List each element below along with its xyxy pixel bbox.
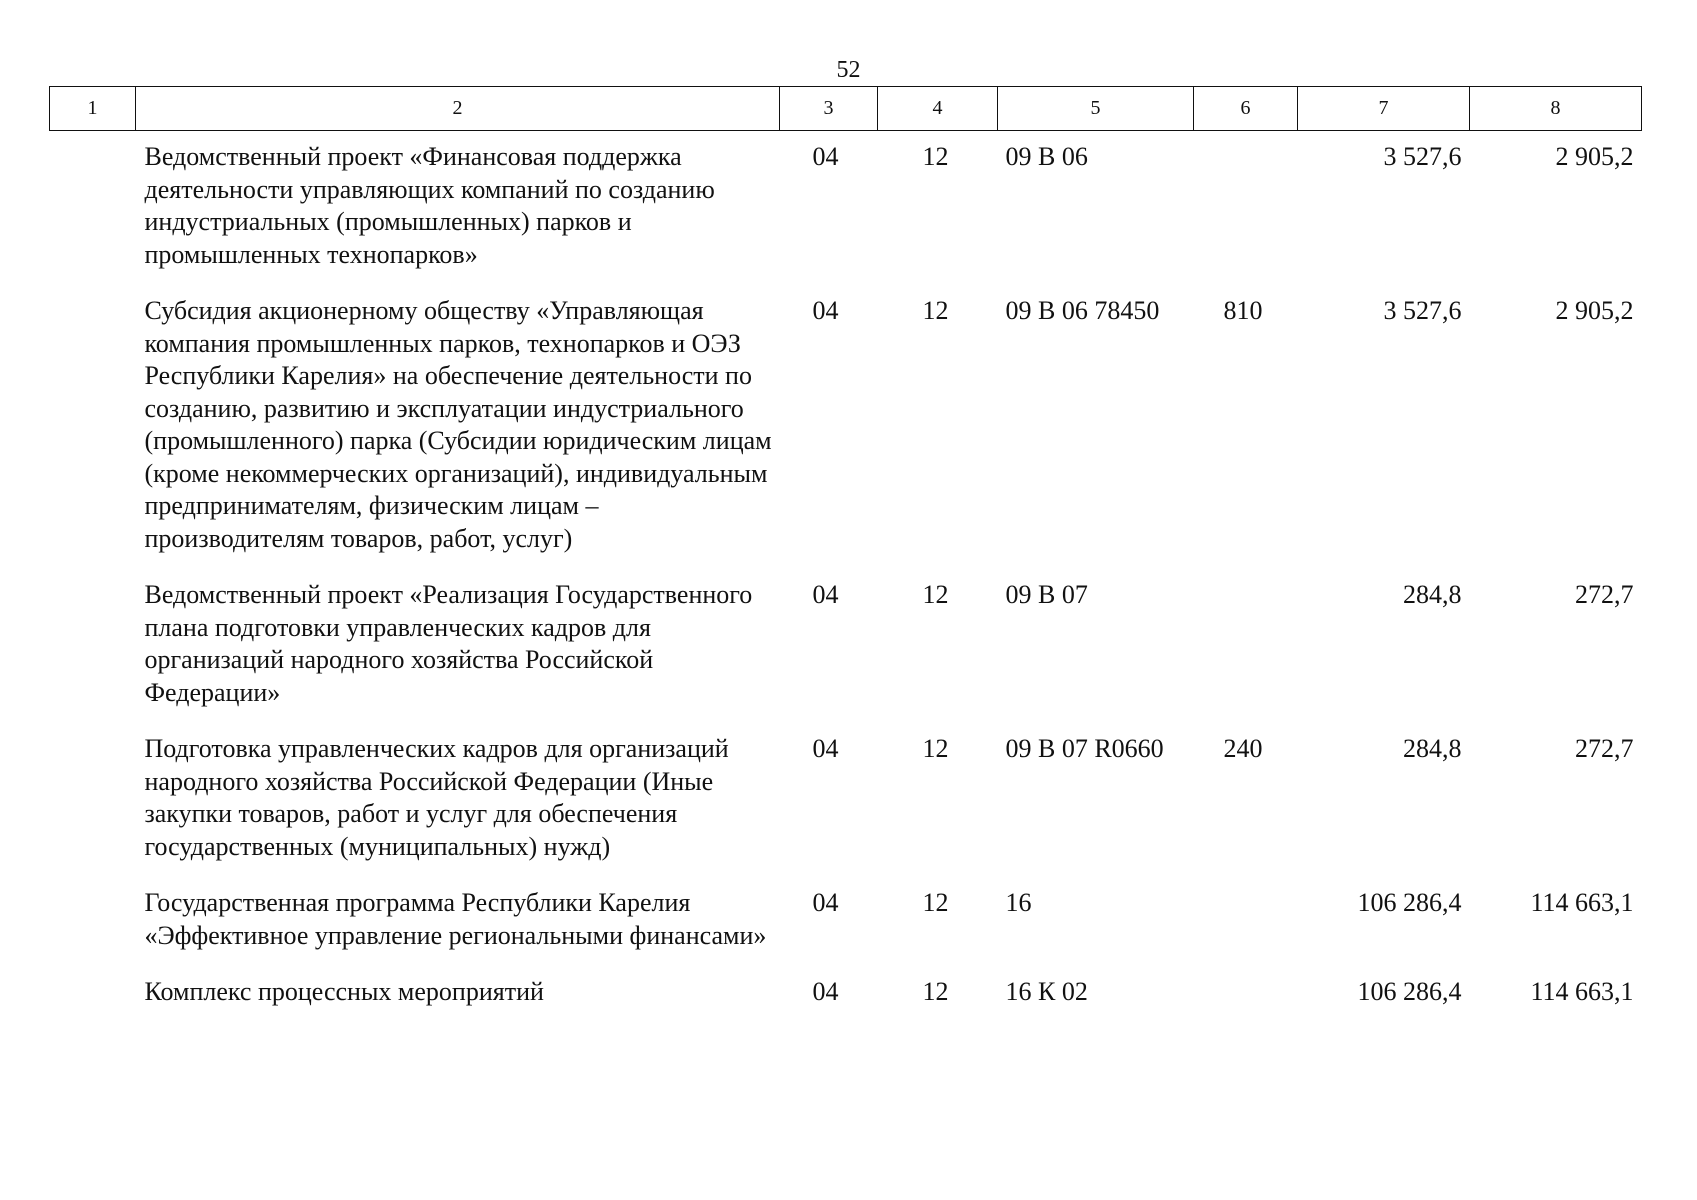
row-name: Комплекс процессных мероприятий — [144, 977, 544, 1006]
row-expense-type — [1194, 966, 1298, 1023]
table-row — [50, 877, 1642, 966]
row-index-cell — [50, 877, 136, 966]
column-header-4: 4 — [878, 87, 998, 131]
row-target-item: 09 В 07 — [1005, 580, 1088, 609]
row-subsection: 12 — [922, 296, 949, 325]
row-sum-1: 106 286,4 — [1357, 977, 1462, 1006]
table-row — [50, 723, 1642, 877]
table-row — [50, 285, 1642, 569]
row-sum-1: 3 527,6 — [1383, 296, 1462, 325]
row-sum-2: 114 663,1 — [1530, 888, 1634, 917]
row-sum-2: 2 905,2 — [1555, 296, 1634, 325]
budget-table — [49, 86, 1642, 1023]
row-name: Подготовка управленческих кадров для организаций народного хозяйства Российской Федерации (Иные закупки товаров, работ и услуг для обеспечения государственных (муниципальных) нужд) — [144, 734, 729, 861]
row-subsection: 12 — [922, 888, 949, 917]
row-expense-type — [1194, 131, 1298, 286]
row-subsection: 12 — [922, 734, 949, 763]
table-row — [50, 131, 1642, 286]
row-sum-2: 272,7 — [1575, 580, 1634, 609]
row-name: Ведомственный проект «Финансовая поддержка деятельности управляющих компаний по созданию индустриальных (промышленных) парков и промышленных технопарков» — [144, 142, 715, 269]
row-target-item: 09 В 06 78450 — [1005, 296, 1160, 325]
column-header-3: 3 — [780, 87, 878, 131]
row-expense-type: 240 — [1223, 734, 1263, 763]
row-subsection: 12 — [922, 977, 949, 1006]
row-sum-1: 3 527,6 — [1383, 142, 1462, 171]
column-header-8: 8 — [1470, 87, 1642, 131]
column-header-5: 5 — [998, 87, 1194, 131]
row-subsection: 12 — [922, 580, 949, 609]
row-index-cell — [50, 569, 136, 723]
column-header-2: 2 — [136, 87, 780, 131]
column-header-1: 1 — [50, 87, 136, 131]
row-index-cell — [50, 131, 136, 286]
row-sum-1: 284,8 — [1403, 734, 1462, 763]
column-header-6: 6 — [1194, 87, 1298, 131]
row-section: 04 — [812, 977, 839, 1006]
row-index-cell — [50, 723, 136, 877]
row-subsection: 12 — [922, 142, 949, 171]
page-number: 52 — [836, 57, 861, 83]
row-name: Ведомственный проект «Реализация Государственного плана подготовки управленческих кадров для организаций народного хозяйства Российской Федерации» — [144, 580, 753, 707]
row-name: Субсидия акционерному обществу «Управляющая компания промышленных парков, технопарков и ОЭЗ Республики Карелия» на обеспечение деятельности по созданию, развитию и эксплуатации индустриального (промышленного) парка (Субсидии юридическим лицам (кроме некоммерческих организаций), индивидуальным предпринимателям, физическим лицам – производителям товаров, работ, услуг) — [144, 296, 772, 553]
row-name: Государственная программа Республики Карелия «Эффективное управление региональными финансами» — [144, 888, 767, 950]
row-target-item: 09 В 06 — [1005, 142, 1088, 171]
column-header-7: 7 — [1298, 87, 1470, 131]
row-target-item: 16 — [1005, 888, 1032, 917]
row-section: 04 — [812, 580, 839, 609]
table-row — [50, 966, 1642, 1023]
row-sum-2: 114 663,1 — [1530, 977, 1634, 1006]
row-target-item: 09 В 07 R0660 — [1005, 734, 1164, 763]
row-expense-type — [1194, 569, 1298, 723]
column-number-row — [50, 87, 1642, 131]
table-row — [50, 569, 1642, 723]
row-section: 04 — [812, 734, 839, 763]
row-expense-type — [1194, 877, 1298, 966]
row-section: 04 — [812, 296, 839, 325]
row-section: 04 — [812, 888, 839, 917]
row-index-cell — [50, 285, 136, 569]
row-sum-1: 106 286,4 — [1357, 888, 1462, 917]
row-section: 04 — [812, 142, 839, 171]
row-expense-type: 810 — [1223, 296, 1263, 325]
row-sum-1: 284,8 — [1403, 580, 1462, 609]
row-sum-2: 272,7 — [1575, 734, 1634, 763]
row-index-cell — [50, 966, 136, 1023]
row-sum-2: 2 905,2 — [1555, 142, 1634, 171]
row-target-item: 16 К 02 — [1005, 977, 1088, 1006]
